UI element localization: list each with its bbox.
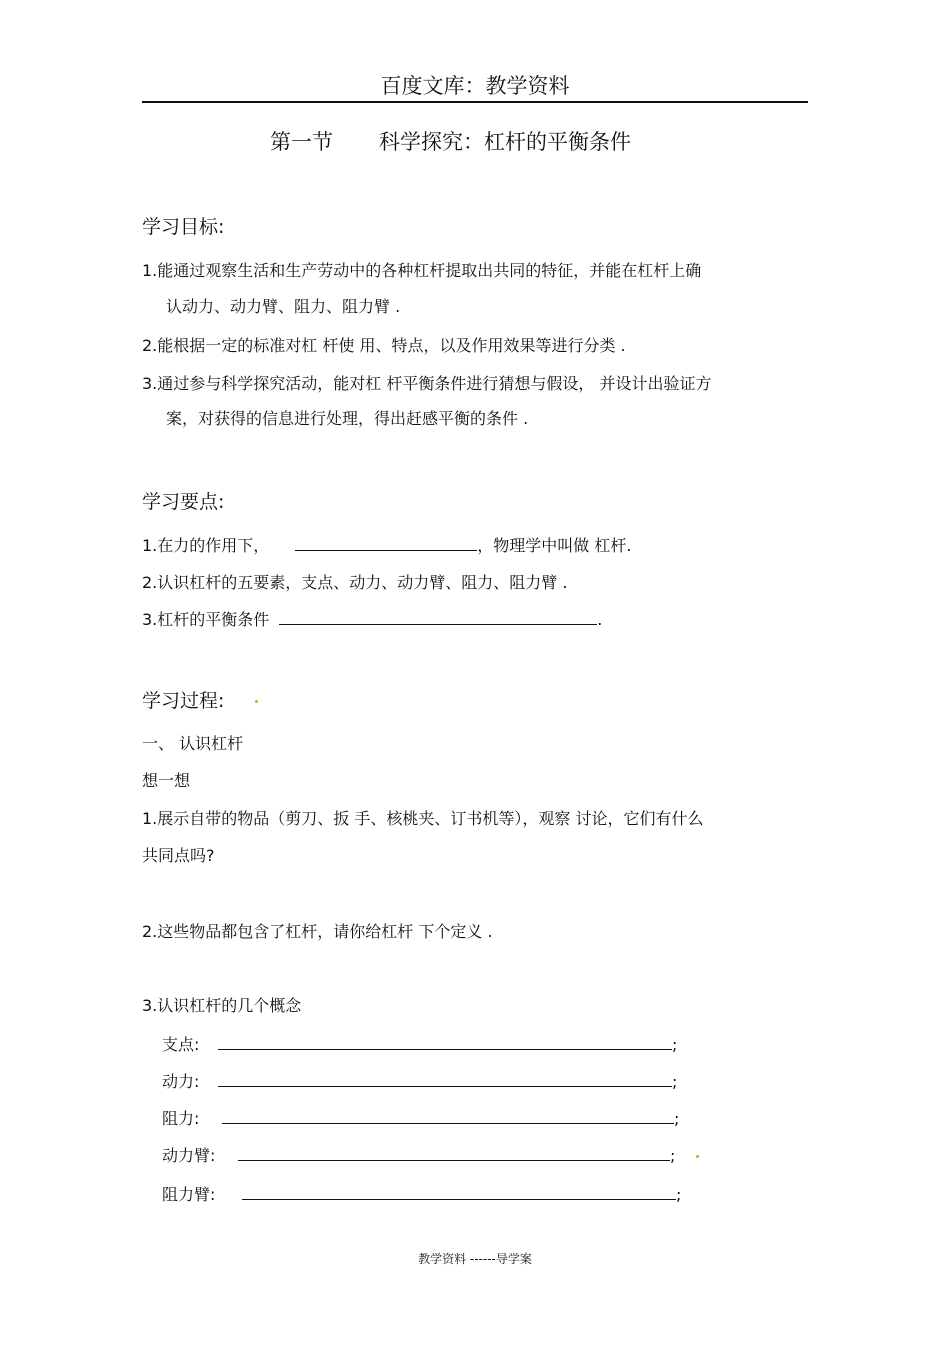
keypoint-1-blank xyxy=(295,534,477,551)
section-number: 第一节 xyxy=(270,130,333,154)
concept-blank[interactable] xyxy=(218,1033,672,1050)
goal-3-line-1: 3.通过参与科学探究活动，能对杠 杆平衡条件进行猜想与假设， 并设计出验证方 xyxy=(142,374,712,393)
concept-end: ; xyxy=(672,1035,678,1054)
concept-blank[interactable] xyxy=(238,1144,670,1161)
concept-effort xyxy=(162,1069,677,1092)
keypoint-3 xyxy=(142,607,602,630)
concept-end: ; xyxy=(676,1185,682,1204)
process-subheading: 一、 认识杠杆 xyxy=(142,734,244,753)
concept-resistance-arm xyxy=(162,1182,681,1205)
header-divider xyxy=(142,101,808,103)
concept-resistance xyxy=(162,1106,679,1129)
keypoint-3-blank xyxy=(279,608,597,625)
page-footer: 教学资料 ------导学案 xyxy=(418,1252,532,1266)
page-header: 百度文库：教学资料 xyxy=(380,74,570,98)
question-1-line-1: 1.展示自带的物品（剪刀、扳 手、核桃夹、订书机等），观察 讨论，它们有什么 xyxy=(142,809,704,828)
concept-blank[interactable] xyxy=(218,1070,672,1087)
concept-label: 阻力: xyxy=(162,1109,200,1128)
keypoints-heading: 学习要点: xyxy=(142,491,225,513)
concept-label: 动力: xyxy=(162,1072,200,1091)
goal-3-line-2: 案，对获得的信息进行处理，得出赶感平衡的条件 . xyxy=(166,409,529,428)
think-label: 想一想 xyxy=(142,771,191,790)
concept-blank[interactable] xyxy=(242,1183,676,1200)
concept-blank[interactable] xyxy=(222,1107,674,1124)
concept-end: ; xyxy=(672,1072,678,1091)
keypoint-2: 2.认识杠杆的五要素，支点、动力、动力臂、阻力、阻力臂 . xyxy=(142,573,568,592)
concept-label: 阻力臂: xyxy=(162,1185,216,1204)
concept-label: 动力臂: xyxy=(162,1146,216,1165)
concept-label: 支点: xyxy=(162,1035,200,1054)
speck-mark xyxy=(696,1155,699,1158)
goal-1-line-2: 认动力、动力臂、阻力、阻力臂 . xyxy=(166,297,401,316)
keypoint-1-prefix: 1.在力的作用下， xyxy=(142,536,270,555)
process-heading: 学习过程: xyxy=(142,690,225,712)
keypoint-1 xyxy=(142,533,631,556)
concept-end: ; xyxy=(674,1109,680,1128)
question-3: 3.认识杠杆的几个概念 xyxy=(142,996,302,1015)
section-title xyxy=(270,126,631,156)
goal-2: 2.能根据一定的标准对杠 杆使 用、特点，以及作用效果等进行分类 . xyxy=(142,336,626,355)
concept-effort-arm xyxy=(162,1143,675,1166)
speck-mark xyxy=(255,700,258,703)
goal-1-line-1: 1.能通过观察生活和生产劳动中的各种杠杆提取出共同的特征，并能在杠杆上确 xyxy=(142,261,702,280)
concept-end: ; xyxy=(670,1146,676,1165)
question-2: 2.这些物品都包含了杠杆，请你给杠杆 下个定义 . xyxy=(142,922,493,941)
keypoint-1-suffix: ，物理学中叫做 杠杆. xyxy=(477,536,632,555)
goals-heading: 学习目标: xyxy=(142,216,225,238)
section-name: 科学探究：杠杆的平衡条件 xyxy=(379,130,631,154)
question-1-line-2: 共同点吗? xyxy=(142,846,215,865)
keypoint-3-suffix: . xyxy=(597,610,603,629)
concept-fulcrum xyxy=(162,1032,677,1055)
keypoint-3-prefix: 3.杠杆的平衡条件 xyxy=(142,610,270,629)
